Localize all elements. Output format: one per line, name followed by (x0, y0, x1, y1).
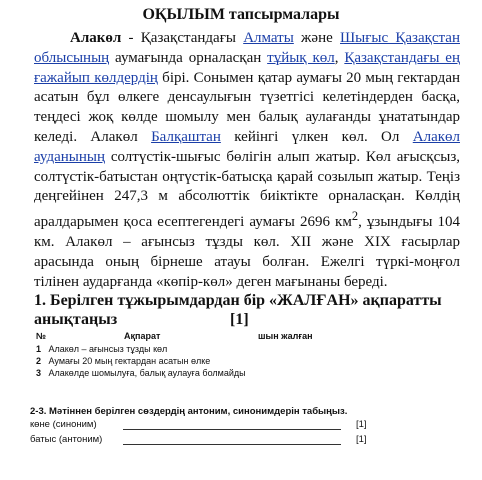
answer-line-synonym (30, 419, 410, 430)
question-1-points: [1] (230, 311, 249, 328)
row-text: Алакөлде шомылуға, балық аулауға болмайды (48, 368, 246, 378)
link-east-kazakhstan[interactable]: Шығыс Қазақстан облысының (34, 30, 460, 66)
text-segment: солтүстік-шығыс бөлігін алып жатыр. Көл ағысқсыз, солтүстік-батыстан оңтүстік-батысқа қарай созылып жатыр. Теңіз деңгейінен 247,3 м абсолюттік биіктікте орналасқан. Көлдің аралдарымен қоса есептегендегі аумағы 2696 км (34, 148, 460, 231)
text-segment: , ұзындығы 104 км. Алакөл – ағынсыз тұзды көл. XII және XIX ғасырлар арасында оның бірнеше атауы болған. Ежелгі түркі-моңғол тілінен аударғанда «көпір-көл» деген мағынаны береді. (34, 214, 460, 290)
answer-points: [1] (356, 434, 367, 445)
text-segment: , (334, 49, 345, 66)
text-segment: аумағында орналасқан (109, 49, 268, 66)
answer-blank[interactable] (123, 444, 341, 445)
table-row (36, 356, 210, 366)
row-number: 2 (36, 356, 42, 366)
reading-paragraph (34, 29, 460, 292)
row-number: 1 (36, 344, 42, 354)
answer-label: көне (синоним) (30, 419, 97, 430)
table-header-number: № (36, 331, 47, 341)
text-segment: кейінгі үлкен көл. Ол (220, 128, 413, 145)
link-alakol-district[interactable]: Алакөл ауданының (34, 128, 460, 165)
answer-label: батыс (антоним) (30, 434, 103, 445)
text-segment: және (293, 30, 341, 46)
text-segment: бірі. Сонымен қатар аумағы 20 мың гектардан асатын бұл өлкеге денсаулығын түзетгісі келетіндерден басқа, теңдесі жоқ көлде шомылу мен балық аулағанды ұнататындар келеді. Алакөл (34, 69, 461, 145)
table-row (36, 344, 167, 354)
page-title: ОҚЫЛЫМ тапсырмалары (142, 6, 340, 23)
row-text: Аумағы 20 мың гектардан асатын өлке (48, 356, 211, 366)
answer-blank[interactable] (123, 429, 341, 430)
table-header-true-false: шын жалған (258, 331, 313, 341)
row-number: 3 (36, 368, 42, 378)
lead-word: Алакөл (70, 30, 122, 46)
table-header-info: Ақпарат (124, 331, 161, 341)
question-1 (34, 291, 454, 329)
link-kazakhstan-lakes[interactable]: Қазақстандағы ең ғажайып көлдердің (34, 49, 460, 86)
link-almaty[interactable]: Алматы (243, 30, 294, 46)
answer-line-antonym (30, 434, 410, 445)
table-row (36, 368, 246, 378)
link-closed-lake[interactable]: тұйық көл (267, 49, 335, 66)
superscript: 2 (351, 209, 359, 224)
text-segment: - Қазақстандағы (121, 30, 244, 46)
answer-points: [1] (356, 419, 367, 430)
row-text: Алакөл – ағынсыз тұзды көл (48, 344, 168, 354)
question-1-text: 1. Берілген тұжырымдардан бір «ЖАЛҒАН» ақпаратты анықтаңыз (34, 292, 442, 328)
link-balkhash[interactable]: Балқаштан (151, 128, 221, 145)
question-2-3: 2-3. Мәтіннен берілген сөздердің антоним, синонимдерін табыңыз. (30, 406, 348, 417)
